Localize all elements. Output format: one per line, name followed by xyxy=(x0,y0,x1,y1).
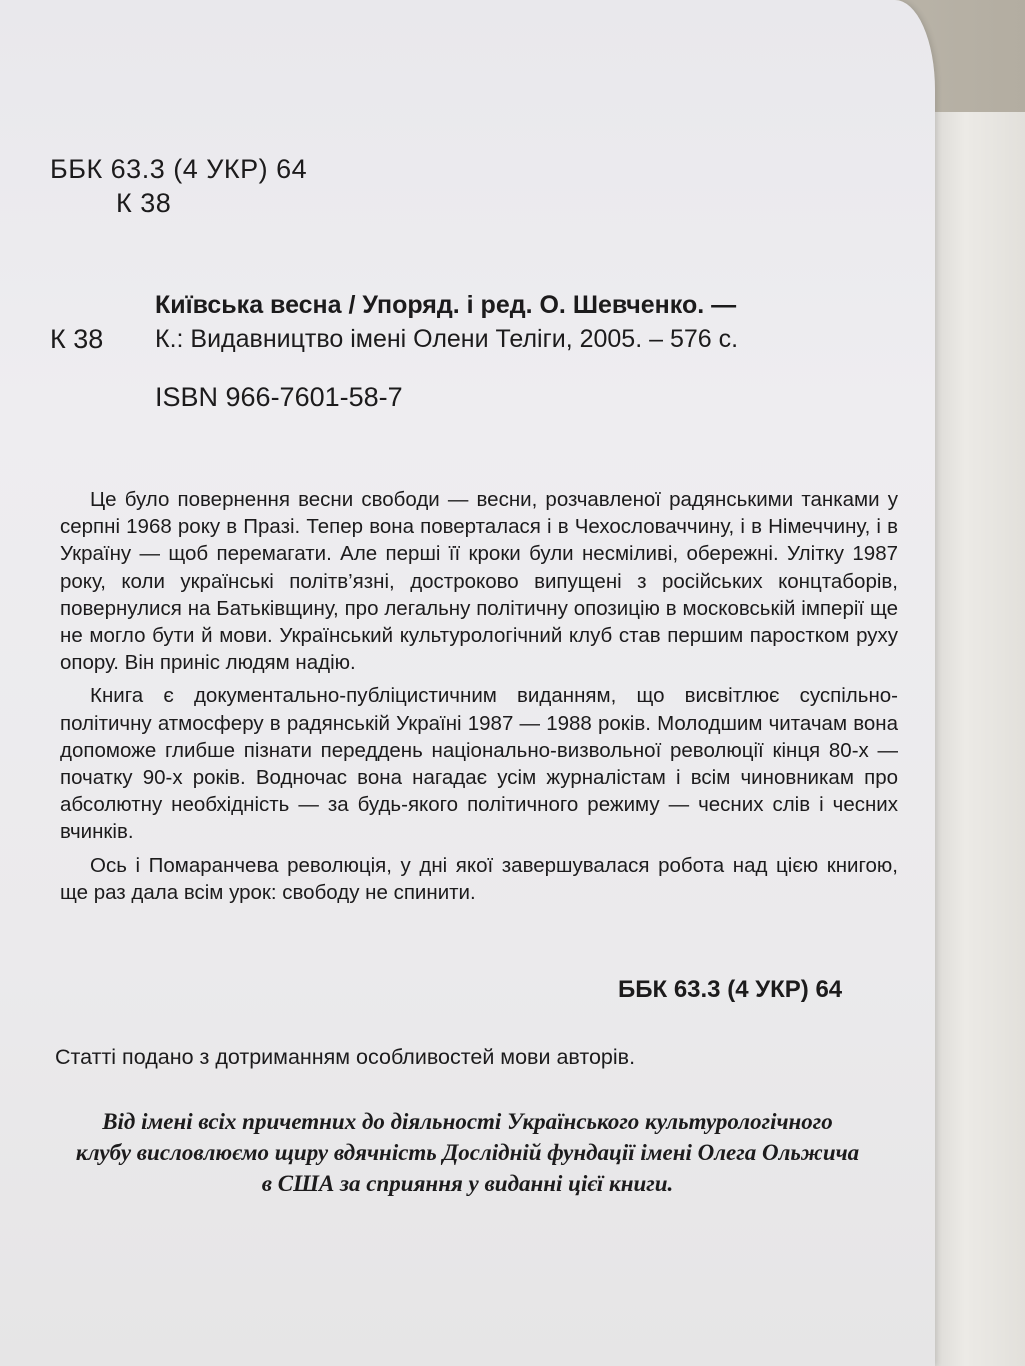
annotation-paragraph: Ось і Помаранчева революція, у дні якої завершувалася робота над цією книгою, ще раз дала всім урок: свободу не спинити. xyxy=(60,853,898,904)
annotation-paragraph: Це було повернення весни свободи — весни, розчавленої радянськими танками у серпні 1968 року в Празі. Тепер вона поверталася і в Чехословаччину, і в Німеччину, і в Україну — щоб перемагати. Але перші її кроки були несміливі, обережні. Улітку 1987 року, коли українські політв’язні, достроково випущені з російських концтаборів, повернулися на Батьківщину, про легальну політичну опозицію в московській імперії ще не могло бути й мови. Український культурологічний клуб став першим паростком руху опору. Він приніс людям надію. xyxy=(60,488,898,675)
language-note: Статті подано з дотриманням особливостей мови авторів. xyxy=(55,1045,636,1069)
title-line: Київська весна / Упоряд. і ред. О. Шевченко. — xyxy=(155,291,737,319)
acknowledgement-line: в США за сприяння у виданні цієї книги. xyxy=(261,1171,674,1196)
annotation xyxy=(60,486,898,912)
acknowledgement-line: клубу висловлюємо щиру вдячність Дослідній фундації імені Олега Ольжича xyxy=(75,1140,860,1165)
bbk-index-bottom: ББК 63.3 (4 УКР) 64 xyxy=(618,976,843,1003)
bbk-index-top xyxy=(50,152,307,220)
annotation-paragraph: Книга є документально-публіцистичним виданням, що висвітлює суспільно-політичну атмосферу в радянській Україні 1987 — 1988 років. Молодшим читачам вона допоможе глибше пізнати переддень національно-визвольної революції кінця 80-х — початку 90-х років. Водночас вона нагадає усім журналістам і всім чиновникам про абсолютну необхідність — за будь-якого політичного режиму — чесних слів і чесних вчинків. xyxy=(60,684,898,844)
acknowledgement-line: Від імені всіх причетних до діяльності Українського культурологічного xyxy=(102,1109,833,1134)
bbk-code: ББК 63.3 (4 УКР) 64 xyxy=(50,154,308,184)
isbn: ISBN 966-7601-58-7 xyxy=(155,382,403,412)
author-mark-left: К 38 xyxy=(50,324,104,354)
next-page-edge xyxy=(925,112,1025,1366)
bibliographic-record xyxy=(155,288,738,414)
acknowledgement xyxy=(0,1106,935,1199)
author-mark-top: К 38 xyxy=(116,188,172,218)
imprint-line: К.: Видавництво імені Олени Теліги, 2005. – 576 с. xyxy=(155,325,739,353)
